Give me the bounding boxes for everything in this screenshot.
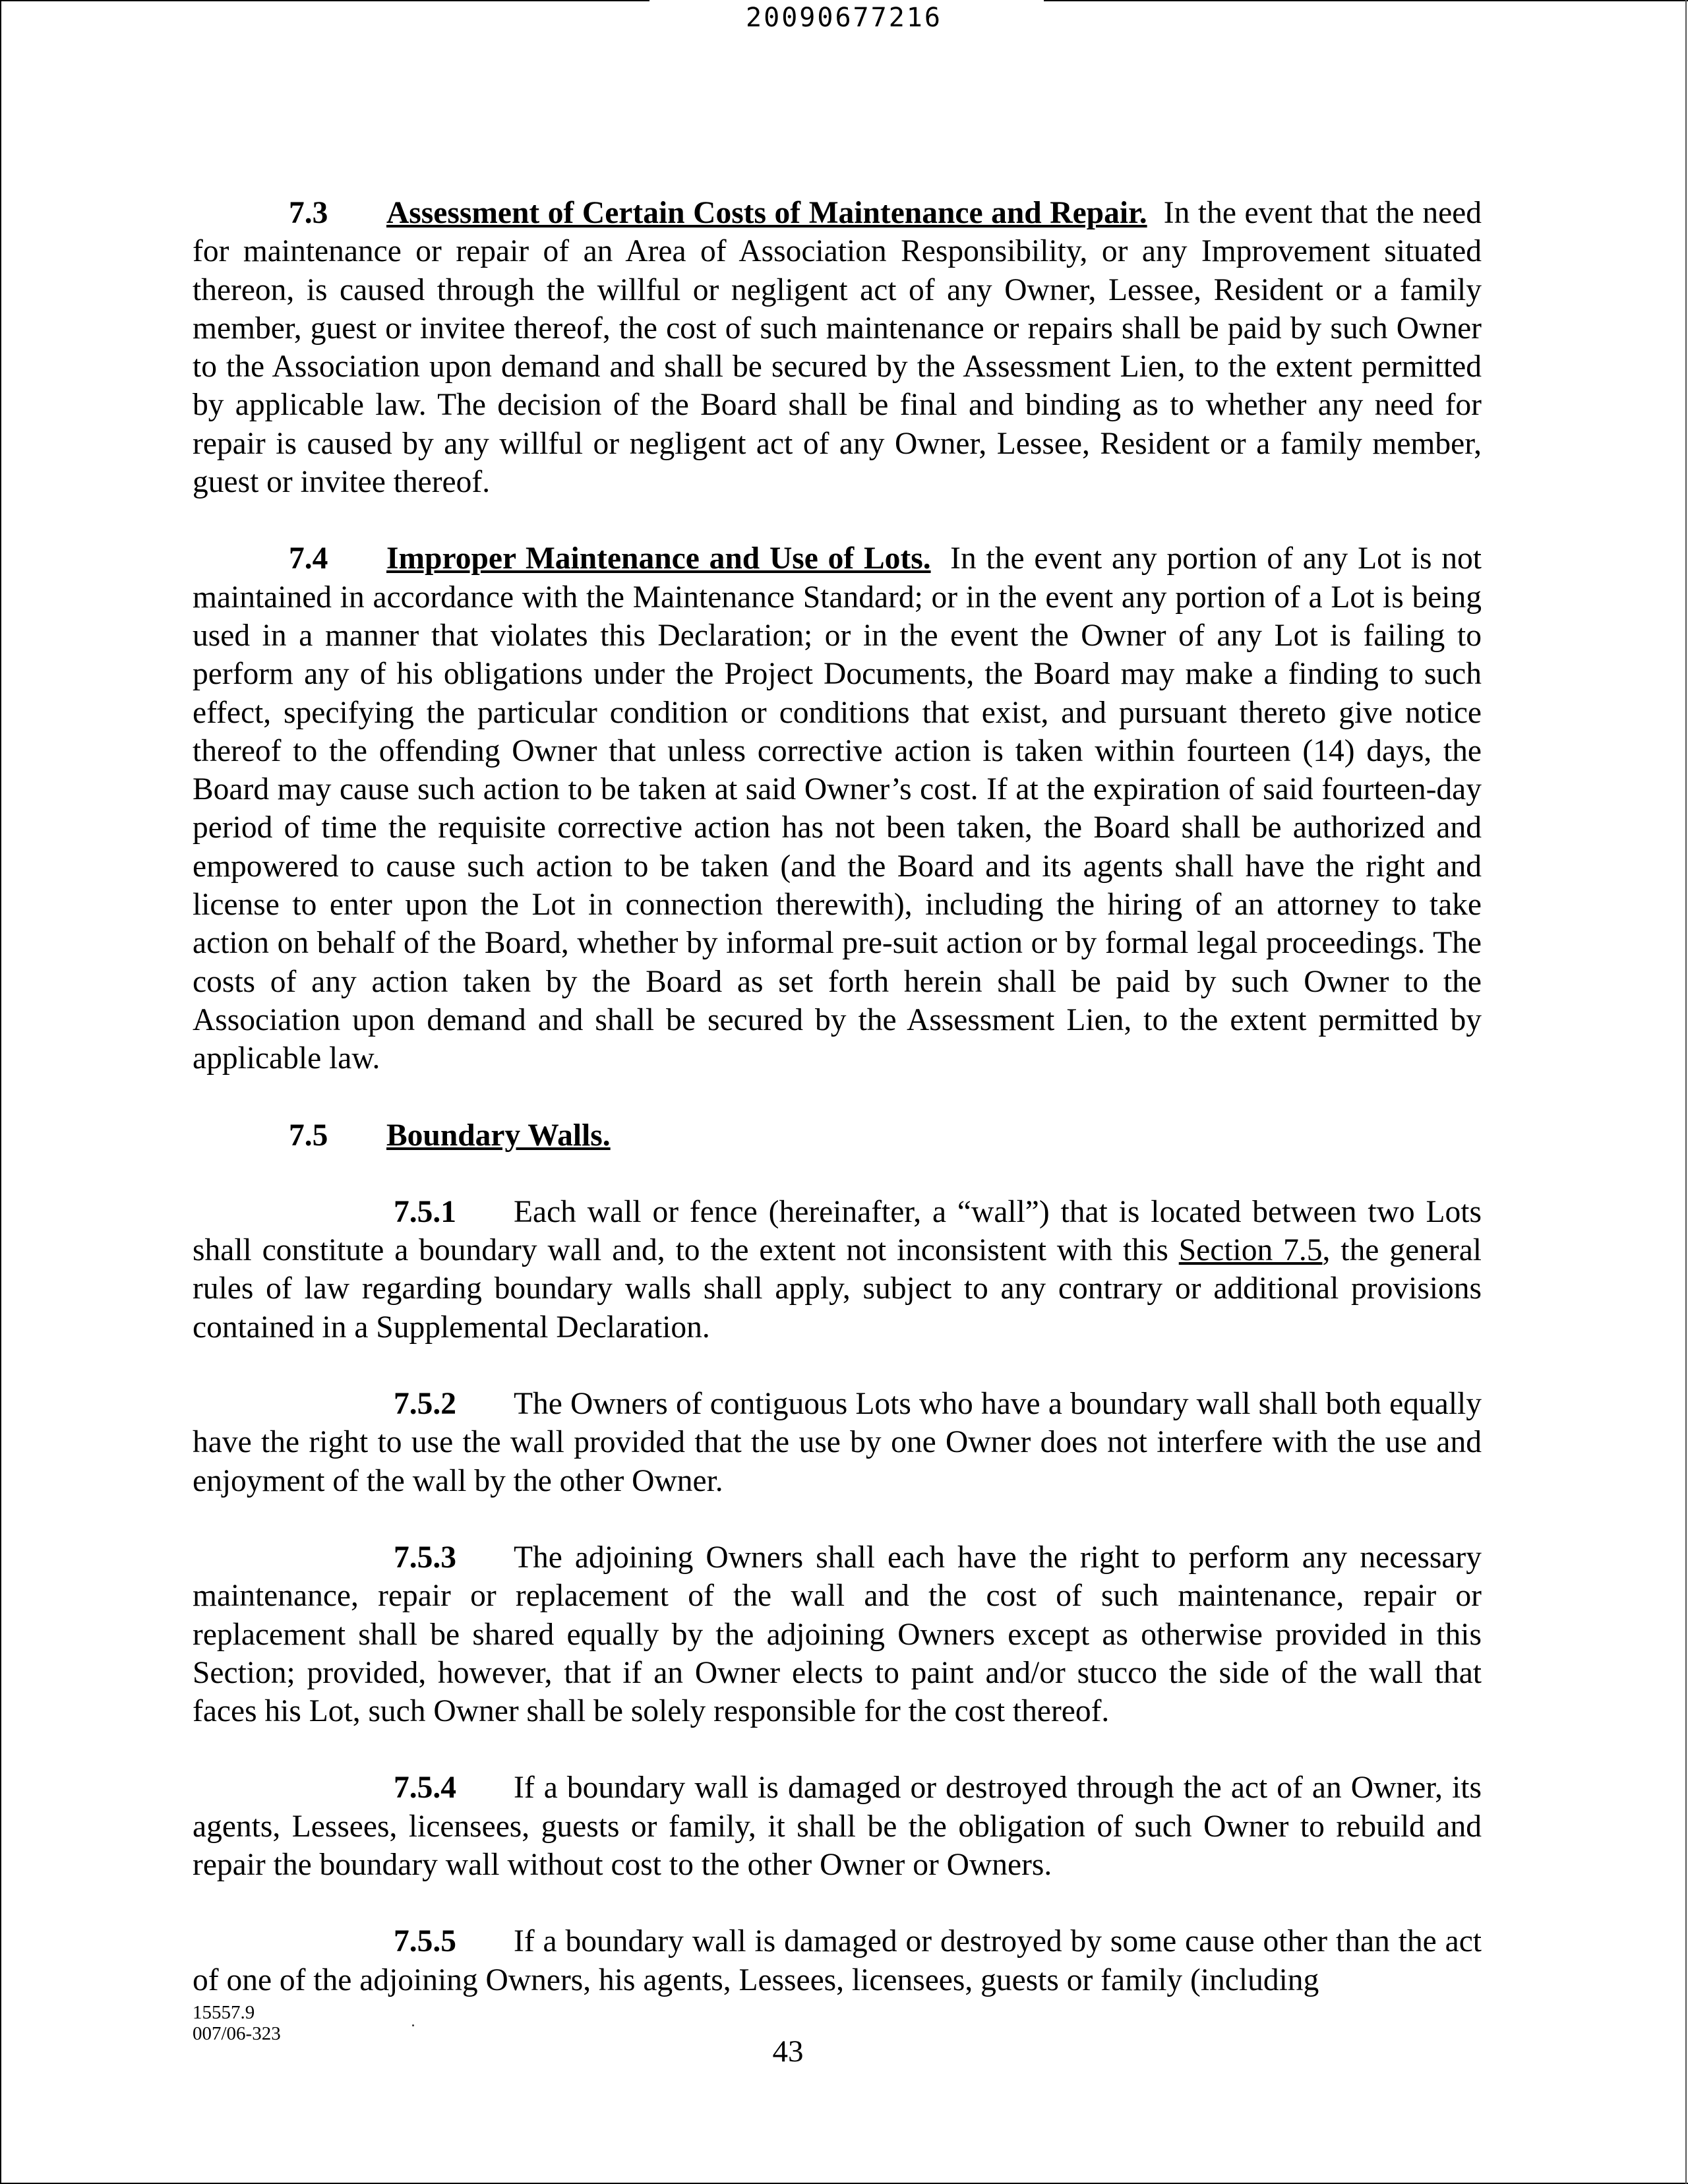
section-text: In the event that the need for maintenance or repair of an Area of Association Responsibility, or any Improvement situated thereon, is caused through the willful or negligent act of any Owner, Lessee, Resident or a family member, guest or invitee thereof, the cost of such maintenance or repairs shall be paid by such Owner to the Association upon demand and shall be secured by the Assessment Lien, to the extent permitted by applicable law. The decision of the Board shall be final and binding as to whether any need for repair is caused by any willful or negligent act of any Owner, Lessee, Resident or a family member, guest or invitee thereof. [193, 196, 1482, 500]
section-number: 7.5 [289, 1118, 328, 1153]
subsection-number: 7.5.3 [394, 1540, 456, 1575]
section-text-after: , the general rules of law regarding boundary walls shall apply, subject to any contrary or additional provisions contained in a Supplemental Declaration. [193, 1233, 1482, 1345]
section-text: The Owners of contiguous Lots who have a boundary wall shall both equally have the right to use the wall provided that the use by one Owner does not interfere with the use and enjoyment of the wall by the other Owner. [193, 1387, 1482, 1498]
section-7-5-2 [193, 1385, 1482, 1500]
section-7-5-5 [193, 1922, 1482, 1999]
page-border-left [0, 0, 1, 2184]
document-code-line-2: 007/06-323 [193, 2023, 281, 2044]
page-border-top-right [1044, 0, 1688, 1]
section-number: 7.4 [289, 541, 328, 576]
section-text: Each wall or fence (hereinafter, a “wall”) that is located between two Lots shall constitute a boundary wall and, to the extent not inconsistent with this [193, 1194, 1482, 1268]
subsection-number: 7.5.4 [394, 1771, 456, 1805]
section-7-5-3 [193, 1538, 1482, 1730]
section-7-4 [193, 539, 1482, 1077]
section-number: 7.3 [289, 196, 328, 230]
document-code-line-1: 15557.9 [193, 2002, 255, 2023]
subsection-number: 7.5.5 [394, 1924, 456, 1959]
section-heading: Boundary Walls. [386, 1118, 611, 1153]
section-text: If a boundary wall is damaged or destroyed by some cause other than the act of one of the adjoining Owners, his agents, Lessees, licensees, guests or family (including [193, 1924, 1482, 1997]
section-7-5-4 [193, 1769, 1482, 1884]
page-border-right [1685, 0, 1687, 2184]
section-text: If a boundary wall is damaged or destroyed through the act of an Owner, its agents, Lessees, licensees, guests or family, it shall be the obligation of such Owner to rebuild and repair the boundary wall without cost to the other Owner or Owners. [193, 1771, 1482, 1882]
subsection-number: 7.5.2 [394, 1387, 456, 1422]
subsection-number: 7.5.1 [394, 1194, 456, 1229]
section-text: The adjoining Owners shall each have the right to perform any necessary maintenance, repair or replacement of the wall and the cost of such maintenance, repair or replacement shall be shared equally by the adjoining Owners except as otherwise provided in this Section; provided, however, that if an Owner elects to paint and/or stucco the side of the wall that faces his Lot, such Owner shall be solely responsible for the cost thereof. [193, 1540, 1482, 1729]
page-border-top-left [0, 0, 649, 1]
section-7-3 [193, 194, 1482, 501]
section-heading: Assessment of Certain Costs of Maintenance and Repair. [386, 196, 1147, 230]
section-7-5-1 [193, 1193, 1482, 1347]
section-reference: Section 7.5 [1178, 1233, 1323, 1268]
page-number: 43 [772, 2034, 804, 2069]
section-heading: Improper Maintenance and Use of Lots. [386, 541, 931, 576]
section-text: In the event any portion of any Lot is not maintained in accordance with the Maintenance Standard; or in the event any portion of a Lot is being used in a manner that violates this Declaration; or in the event the Owner of any Lot is failing to perform any of his obligations under the Project Documents, the Board may make a finding to such effect, specifying the particular condition or conditions that exist, and pursuant thereto give notice thereof to the offending Owner that unless corrective action is taken within fourteen (14) days, the Board may cause such action to be taken at said Owner’s cost. If at the expiration of said fourteen-day period of time the requisite corrective action has not been taken, the Board shall be authorized and empowered to cause such action to be taken (and the Board and its agents shall have the right and license to enter upon the Lot in connection therewith), including the hiring of an attorney to take action on behalf of the Board, whether by informal pre-suit action or by formal legal proceedings. The costs of any action taken by the Board as set forth herein shall be paid by such Owner to the Association upon demand and shall be secured by the Assessment Lien, to the extent permitted by applicable law. [193, 541, 1482, 1076]
document-body [193, 194, 1482, 2038]
section-7-5 [193, 1116, 1482, 1155]
document-number: 20090677216 [746, 3, 942, 33]
scan-speck [412, 2024, 414, 2026]
